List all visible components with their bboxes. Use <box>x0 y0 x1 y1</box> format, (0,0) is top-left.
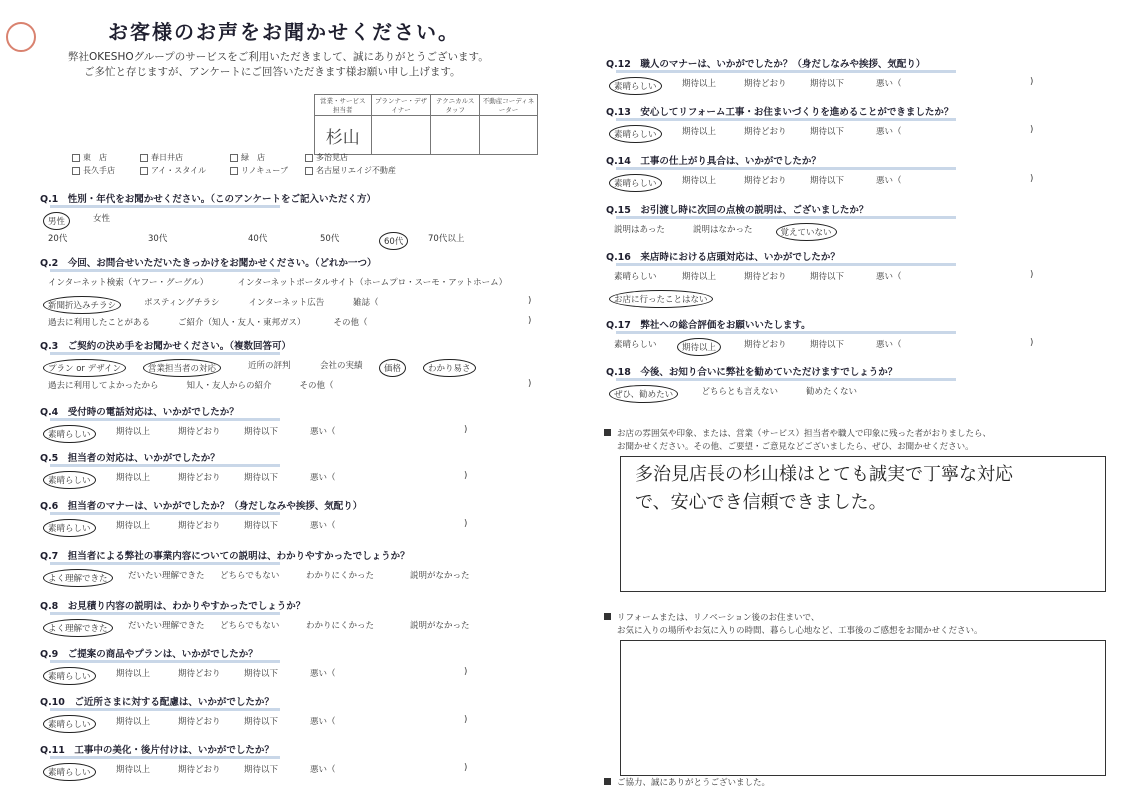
staff-header: プランナー・デザイナー <box>371 95 431 116</box>
answer-option[interactable]: 期待どおり <box>744 272 787 282</box>
answer-option[interactable]: 30代 <box>148 234 168 244</box>
answer-option[interactable]: 期待以下 <box>244 473 279 483</box>
answer-option[interactable]: 雑誌（ <box>353 298 379 308</box>
comment1-answer-line: 多治見店長の杉山様はとても誠実で丁寧な対応 <box>635 464 1013 485</box>
answer-option[interactable]: インターネットポータルサイト（ホームプロ・スーモ・アットホーム） <box>237 278 508 288</box>
answer-option[interactable]: 期待以下 <box>810 127 845 137</box>
page-title: お客様のお声をお聞かせください。 <box>108 20 460 44</box>
thanks-line <box>604 777 770 790</box>
answer-option[interactable]: 過去に利用してよかったから <box>48 381 159 391</box>
answer-option[interactable]: 覚えていない <box>776 223 837 241</box>
answer-option[interactable]: わかりにくかった <box>306 621 375 631</box>
answer-option[interactable]: 過去に利用したことがある <box>48 318 151 328</box>
answer-option[interactable]: 素晴らしい <box>614 340 657 350</box>
branch-option[interactable] <box>140 152 183 163</box>
answer-option[interactable]: 男性 <box>43 212 70 230</box>
answer-option[interactable]: ご紹介（知人・友人・東邦ガス） <box>178 318 306 328</box>
answer-option[interactable]: 期待どおり <box>744 127 787 137</box>
answer-option[interactable]: 説明がなかった <box>410 571 470 581</box>
branch-option[interactable] <box>72 165 115 176</box>
answer-option[interactable]: 営業担当者の対応 <box>143 359 221 377</box>
checkbox-icon[interactable] <box>140 154 148 162</box>
answer-option[interactable]: 近所の評判 <box>248 361 291 371</box>
answer-option[interactable]: 期待以下 <box>244 521 279 531</box>
answer-option[interactable]: 素晴らしい <box>609 174 662 192</box>
answer-option[interactable]: ポスティングチラシ <box>144 298 220 308</box>
answer-option[interactable]: 勧めたくない <box>806 387 858 397</box>
paren-close: ) <box>1030 270 1034 280</box>
answer-option[interactable]: プラン or デザイン <box>43 359 126 377</box>
paren-close: ) <box>1030 338 1034 348</box>
answer-option[interactable]: 期待以上 <box>116 765 151 775</box>
staff-table <box>314 94 538 155</box>
question-text: Q.8 お見積り内容の説明は、わかりやすかったでしょうか？ <box>40 601 306 612</box>
answer-option[interactable]: ぜひ、勧めたい <box>609 385 678 403</box>
paren-close: ) <box>464 715 468 725</box>
staff-header: 不動産コーディネーター <box>480 95 538 116</box>
answer-option[interactable]: 素晴らしい <box>614 272 657 282</box>
square-bullet-icon <box>604 429 611 436</box>
answer-option[interactable]: 70代以上 <box>428 234 465 244</box>
paren-close: ) <box>1030 77 1034 87</box>
question-underline <box>50 205 280 208</box>
question-underline <box>616 216 956 219</box>
question-text: Q.9 ご提案の商品やプランは、いかがでしたか？ <box>40 649 258 660</box>
comment2-box[interactable] <box>620 640 1106 776</box>
branch-option[interactable] <box>305 165 396 176</box>
comment2-prompt-line: お気に入りの場所やお気に入りの時間、暮らし心地など、工事後のご感想をお聞かせください。 <box>617 626 983 636</box>
checkbox-icon[interactable] <box>230 167 238 175</box>
question-text: Q.14 工事の仕上がり具合は、いかがでしたか？ <box>606 156 821 167</box>
question-underline <box>50 708 280 711</box>
answer-option[interactable]: わかりにくかった <box>306 571 375 581</box>
question-text: Q.16 来店時における店頭対応は、いかがでしたか？ <box>606 252 840 263</box>
answer-option[interactable]: 期待どおり <box>744 176 787 186</box>
comment1-prompt-line: お聞かせください。その他、ご要望・ご意見などございましたら、ぜひ、お聞かせください。 <box>617 442 974 452</box>
question-text: Q.7 担当者による弊社の事業内容についての説明は、わかりやすかったでしょうか？ <box>40 551 410 562</box>
answer-option[interactable]: 悪い（ <box>310 669 336 679</box>
question-underline <box>616 70 956 73</box>
branch-label: アイ・スタイル <box>151 166 207 175</box>
paren-close: ) <box>1030 174 1034 184</box>
answer-option[interactable]: 期待以上 <box>682 127 717 137</box>
answer-option[interactable]: 期待以下 <box>810 79 845 89</box>
question-underline <box>50 756 280 759</box>
answer-option[interactable]: よく理解できた <box>43 619 113 637</box>
answer-option[interactable]: 素晴らしい <box>609 77 662 95</box>
answer-option[interactable]: だいたい理解できた <box>128 621 205 631</box>
answer-option[interactable]: 素晴らしい <box>43 667 96 685</box>
intro-line: ご多忙と存じますが、アンケートにご回答いただきます様お願い申し上げます。 <box>84 66 461 78</box>
question-text: Q.18 今後、お知り合いに弊社を勧めていただけますでしょうか？ <box>606 367 898 378</box>
branch-option[interactable] <box>72 152 107 163</box>
realestate-staff-name[interactable] <box>480 116 538 155</box>
answer-option[interactable]: 期待以上 <box>682 79 717 89</box>
question-text: Q.10 ご近所さまに対する配慮は、いかがでしたか？ <box>40 697 274 708</box>
answer-option[interactable]: 期待どおり <box>178 717 221 727</box>
staff-header: 営業・サービス担当者 <box>315 95 372 116</box>
answer-option[interactable]: 悪い（ <box>876 340 902 350</box>
technical-staff-name[interactable] <box>431 116 480 155</box>
comment2-prompt <box>604 612 983 638</box>
answer-option[interactable]: 期待以上 <box>116 521 151 531</box>
answer-option[interactable]: どちらでもない <box>220 571 280 581</box>
intro-line: 弊社OKESHOグループのサービスをご利用いただきまして、誠にありがとうございます。 <box>68 51 489 63</box>
answer-option[interactable]: 期待以上 <box>116 717 151 727</box>
checkbox-icon[interactable] <box>140 167 148 175</box>
question-text: Q.1 性別・年代をお聞かせください。（このアンケートをご記入いただく方） <box>40 194 376 205</box>
paren-close: ) <box>464 425 468 435</box>
answer-option[interactable]: 期待どおり <box>744 79 787 89</box>
answer-option[interactable]: 悪い（ <box>310 717 336 727</box>
checkbox-icon[interactable] <box>305 167 313 175</box>
checkbox-icon[interactable] <box>72 154 80 162</box>
answer-option[interactable]: だいたい理解できた <box>128 571 205 581</box>
answer-option[interactable]: 期待以下 <box>244 717 279 727</box>
branch-label: リノキューブ <box>241 166 288 175</box>
question-underline <box>616 263 956 266</box>
checkbox-icon[interactable] <box>305 154 313 162</box>
question-text: Q.6 担当者のマナーは、いかがでしたか？（身だしなみや挨拶、気配り） <box>40 501 363 512</box>
question-text: Q.11 工事中の美化・後片付けは、いかがでしたか？ <box>40 745 274 756</box>
comment1-answer <box>621 457 1105 521</box>
answer-option[interactable]: 素晴らしい <box>43 471 96 489</box>
square-bullet-icon <box>604 613 611 620</box>
answer-option[interactable]: 悪い（ <box>876 272 902 282</box>
answer-option[interactable]: 40代 <box>248 234 268 244</box>
answer-option[interactable]: 会社の実績 <box>320 361 363 371</box>
answer-option[interactable]: 期待以上 <box>116 669 151 679</box>
answer-option[interactable]: 悪い（ <box>876 127 902 137</box>
question-underline <box>616 167 956 170</box>
branch-option[interactable] <box>305 152 348 163</box>
answer-option[interactable]: インターネット検索（ヤフー・グーグル） <box>48 278 209 288</box>
question-underline <box>50 612 280 615</box>
question-underline <box>616 331 956 334</box>
answer-option[interactable]: 悪い（ <box>310 521 336 531</box>
answer-option[interactable]: 悪い（ <box>876 79 902 89</box>
answer-option[interactable]: 期待どおり <box>744 340 787 350</box>
paren-close: ) <box>464 471 468 481</box>
answer-option[interactable]: 新聞折込みチラシ <box>43 296 121 314</box>
answer-option[interactable]: 期待以上 <box>677 338 721 356</box>
question-underline <box>50 418 280 421</box>
paren-close: ) <box>464 667 468 677</box>
answer-option[interactable]: 価格 <box>379 359 406 377</box>
answer-option[interactable]: その他（ <box>333 318 368 328</box>
comment1-prompt-line: お店の雰囲気や印象、または、営業（サービス）担当者や職人で印象に残った者がおりましたら、 <box>617 429 992 439</box>
answer-option[interactable]: 期待以下 <box>244 427 279 437</box>
answer-option[interactable]: 素晴らしい <box>43 519 96 537</box>
question-underline <box>50 269 280 272</box>
answer-option[interactable]: 期待以下 <box>810 340 845 350</box>
answer-option[interactable]: 期待以上 <box>682 176 717 186</box>
question-text: Q.5 担当者の対応は、いかがでしたか？ <box>40 453 220 464</box>
answer-option[interactable]: 期待以上 <box>116 473 151 483</box>
question-underline <box>616 118 956 121</box>
paren-close: ) <box>528 316 532 326</box>
answer-option[interactable]: 悪い（ <box>310 473 336 483</box>
answer-option[interactable]: どちらとも言えない <box>701 387 779 397</box>
answer-option[interactable]: その他（ <box>299 381 334 391</box>
answer-option[interactable]: 女性 <box>93 214 111 224</box>
answer-option[interactable]: わかり易さ <box>423 359 476 377</box>
answer-option[interactable]: 50代 <box>320 234 340 244</box>
answer-option[interactable]: よく理解できた <box>43 569 113 587</box>
planner-name[interactable] <box>371 116 431 155</box>
answer-option[interactable]: 期待どおり <box>178 669 221 679</box>
intro-text <box>68 50 489 80</box>
question-text: Q.15 お引渡し時に次回の点検の説明は、ございましたか？ <box>606 205 869 216</box>
paren-close: ) <box>528 296 532 306</box>
branch-label: 緑 店 <box>241 153 265 162</box>
answer-option[interactable]: 悪い（ <box>310 427 336 437</box>
answer-option[interactable]: どちらでもない <box>220 621 280 631</box>
branch-label: 名古屋リエイジ不動産 <box>316 166 396 175</box>
answer-option[interactable]: 知人・友人からの紹介 <box>186 381 272 391</box>
question-underline <box>50 660 280 663</box>
question-underline <box>50 464 280 467</box>
comment1-prompt <box>604 428 991 454</box>
answer-option[interactable]: 期待以下 <box>244 765 279 775</box>
paren-close: ) <box>464 763 468 773</box>
paren-close: ) <box>1030 125 1034 135</box>
checkbox-icon[interactable] <box>230 154 238 162</box>
answer-option[interactable]: 20代 <box>48 234 68 244</box>
square-bullet-icon <box>604 778 611 785</box>
answer-option[interactable]: 期待以上 <box>116 427 151 437</box>
answer-option[interactable]: 素晴らしい <box>43 715 96 733</box>
answer-option[interactable]: 期待どおり <box>178 765 221 775</box>
question-text: Q.13 安心してリフォーム工事・お住まいづくりを進めることができましたか？ <box>606 107 954 118</box>
checkbox-icon[interactable] <box>72 167 80 175</box>
question-text: Q.2 今回、お問合せいただいたきっかけをお聞かせください。（どれか一つ） <box>40 258 377 269</box>
question-text: Q.12 職人のマナーは、いかがでしたか？（身だしなみや挨拶、気配り） <box>606 59 926 70</box>
sales-staff-name[interactable]: 杉山 <box>315 116 372 155</box>
branch-label: 春日井店 <box>151 153 183 162</box>
answer-option[interactable]: 期待どおり <box>178 521 221 531</box>
answer-option[interactable]: 悪い（ <box>310 765 336 775</box>
branch-option[interactable] <box>230 152 265 163</box>
answer-option[interactable]: 期待どおり <box>178 427 221 437</box>
answer-option[interactable]: 期待以下 <box>810 176 845 186</box>
question-underline <box>50 512 280 515</box>
answer-option[interactable]: 60代 <box>379 232 408 250</box>
thanks-text: ご協力、誠にありがとうございました。 <box>617 778 771 788</box>
answer-option[interactable]: 素晴らしい <box>609 125 662 143</box>
answer-option[interactable]: 説明はあった <box>614 225 665 235</box>
question-text: Q.17 弊社への総合評価をお願いいたします。 <box>606 320 811 331</box>
answer-option[interactable]: 素晴らしい <box>43 763 96 781</box>
staff-header: テクニカルスタッフ <box>431 95 480 116</box>
answer-option[interactable]: 期待以下 <box>810 272 845 282</box>
question-text: Q.3 ご契約の決め手をお聞かせください。（複数回答可） <box>40 341 292 352</box>
answer-option[interactable]: 素晴らしい <box>43 425 96 443</box>
answer-option[interactable]: お店に行ったことはない <box>609 290 713 308</box>
answer-option[interactable]: インターネット広告 <box>248 298 325 308</box>
answer-option[interactable]: 期待以上 <box>682 272 717 282</box>
seal-stamp <box>6 22 36 52</box>
answer-option[interactable]: 期待以下 <box>244 669 279 679</box>
comment2-prompt-line: リフォームまたは、リノベーション後のお住まいで、 <box>617 613 820 623</box>
answer-option[interactable]: 説明はなかった <box>693 225 753 235</box>
question-underline <box>616 378 956 381</box>
question-text: Q.4 受付時の電話対応は、いかがでしたか？ <box>40 407 239 418</box>
branch-option[interactable] <box>140 165 206 176</box>
answer-option[interactable]: 説明がなかった <box>410 621 470 631</box>
paren-close: ) <box>464 519 468 529</box>
answer-option[interactable]: 期待どおり <box>178 473 221 483</box>
branch-label: 長久手店 <box>83 166 115 175</box>
branch-label: 東 店 <box>83 153 107 162</box>
paren-close: ) <box>528 379 532 389</box>
question-underline <box>50 562 280 565</box>
question-underline <box>50 352 280 355</box>
answer-option[interactable]: 悪い（ <box>876 176 902 186</box>
comment1-box[interactable] <box>620 456 1106 592</box>
branch-label: 多治見店 <box>316 153 348 162</box>
branch-option[interactable] <box>230 165 288 176</box>
comment1-answer-line: で、安心でき信頼できました。 <box>635 492 887 513</box>
